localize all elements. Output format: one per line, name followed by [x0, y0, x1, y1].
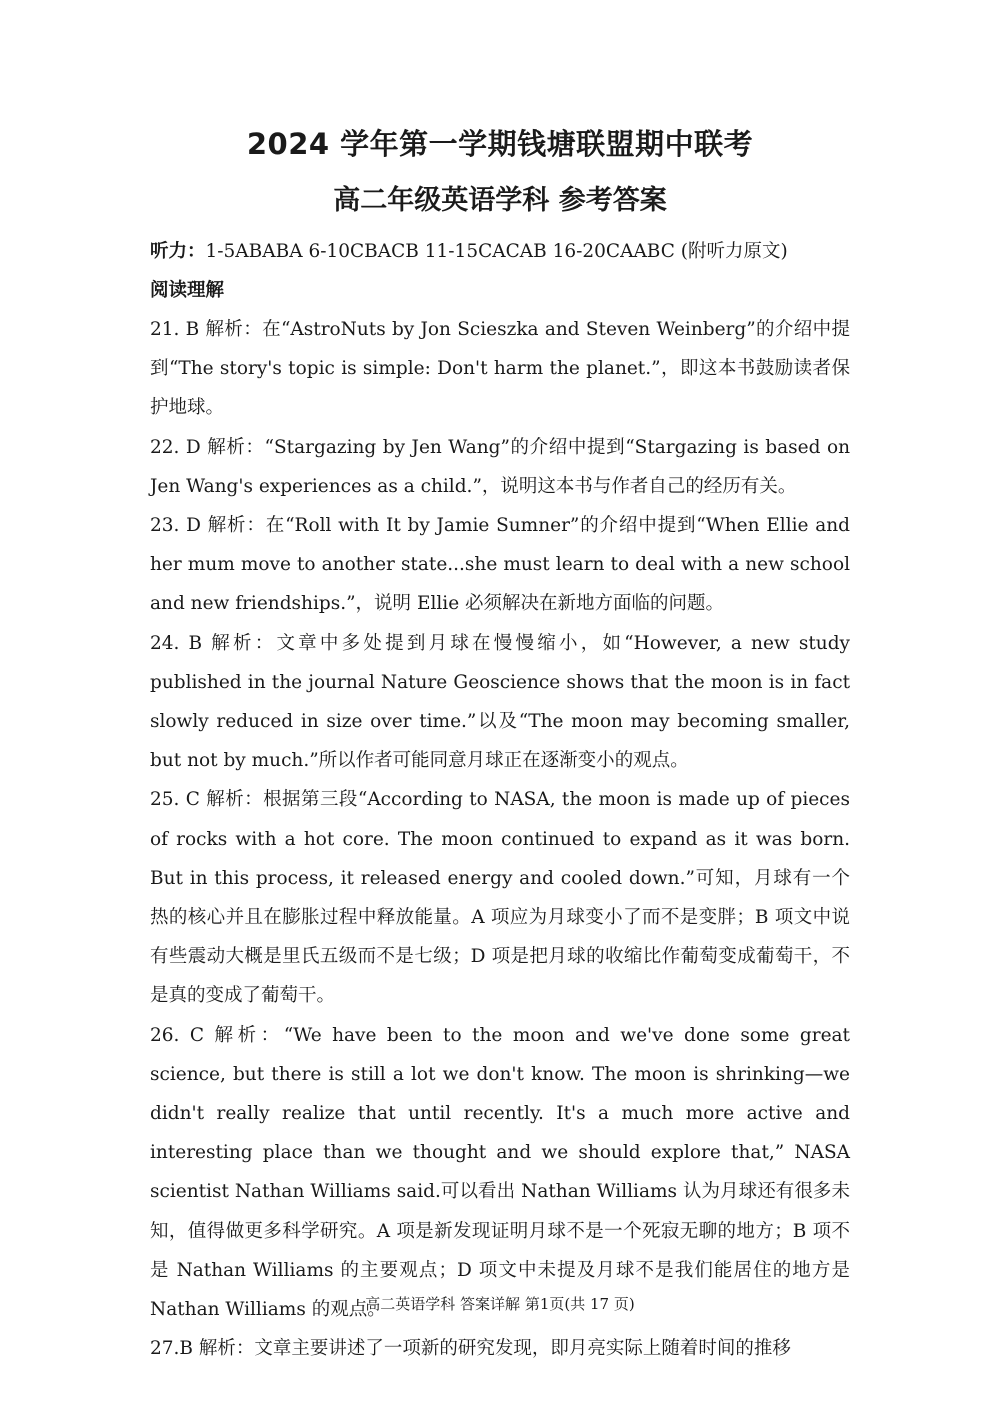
page-title: 2024 学年第一学期钱塘联盟期中联考: [246, 127, 754, 161]
answer-item-21: 21. B 解析：在“AstroNuts by Jon Scieszka and Steven Weinberg”的介绍中提到“The story's topic is simple: Don't harm the planet.”，即这本书鼓励读者保护地球。: [150, 319, 850, 419]
answer-sheet-page: [150, 120, 850, 1368]
answer-item-22: 22. D 解析：“Stargazing by Jen Wang”的介绍中提到“Stargazing is based on Jen Wang's experiences as a child.”，说明这本书与作者自己的经历有关。: [150, 436, 850, 497]
listening-answers: [150, 232, 850, 271]
answer-item-26: 26. C 解析：“We have been to the moon and we've done some great science, but there is still a lot we don't know. The moon is shrinking—we didn't really realize that until recently. It's a much more active and interesting place than we thought and we should explore that,” NASA scientist Nathan Williams said.可以看出 Nathan Williams 认为月球还有很多未知，值得做更多科学研究。A 项是新发现证明月球不是一个死寂无聊的地方；B 项不是 Nathan Williams 的主要观点；D 项文中未提及月球不是我们能居住的地方是 Nathan Williams 的观点。: [150, 1024, 850, 1321]
page-subtitle: 高二年级英语学科 参考答案: [333, 185, 667, 216]
page-footer: 高二英语学科 答案详解 第1页(共 17 页): [365, 1295, 635, 1313]
answer-item-24: 24. B 解析：文章中多处提到月球在慢慢缩小，如“However, a new study published in the journal Nature Geoscience shows that the moon is in fact slowly reduced in size over time.”以及“The moon may becoming smaller, but not by much.”所以作者可能同意月球正在逐渐变小的观点。: [150, 632, 850, 772]
answer-item-25: 25. C 解析：根据第三段“According to NASA, the moon is made up of pieces of rocks with a hot core. The moon continued to expand as it was born. But in this process, it released energy and cooled down.”可知，月球有一个热的核心并且在膨胀过程中释放能量。A 项应为月球变小了而不是变胖；B 项文中说有些震动大概是里氏五级而不是七级；D 项是把月球的收缩比作葡萄变成葡萄干，不是真的变成了葡萄干。: [150, 789, 850, 1007]
listening-label: 听力：: [150, 241, 206, 262]
listening-answer-text: 1-5ABABA 6-10CBACB 11-15CACAB 16-20CAABC (附听力原文): [205, 241, 788, 262]
reading-section-heading: 阅读理解: [150, 280, 225, 301]
answer-item-27: 27.B 解析：文章主要讲述了一项新的研究发现，即月亮实际上随着时间的推移: [150, 1338, 791, 1360]
answer-item-23: 23. D 解析：在“Roll with It by Jamie Sumner”的介绍中提到“When Ellie and her mum move to another state...she must learn to deal with a new school and new friendships.”，说明 Ellie 必须解决在新地方面临的问题。: [150, 515, 850, 615]
